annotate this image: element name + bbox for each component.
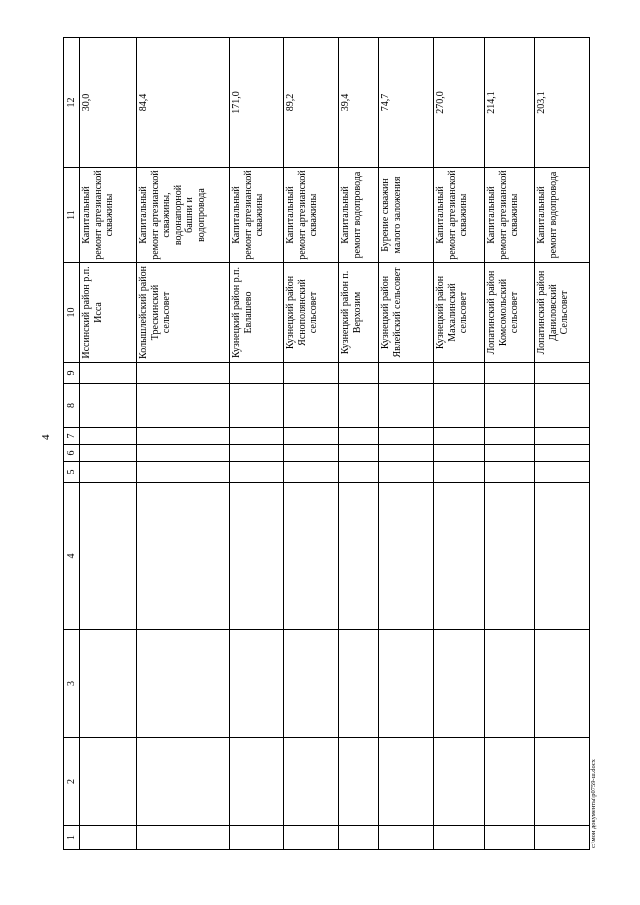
empty-cell [379,445,434,462]
empty-cell [379,483,434,630]
empty-cell [339,462,379,483]
empty-cell [379,384,434,428]
work-type-cell: Капитальный ремонт водопровода [535,168,590,263]
empty-cell [434,462,485,483]
amount-cell: 203,1 [535,38,590,168]
empty-cell [284,445,339,462]
empty-cell [137,384,230,428]
empty-cell [230,738,284,826]
work-type-cell: Капитальный ремонт водопровода [339,168,379,263]
col-header: 8 [64,384,80,428]
empty-cell [80,826,137,850]
table-row [230,38,284,850]
table-row [485,38,535,850]
col-header: 12 [64,38,80,168]
work-type-cell: Капитальный ремонт артезианской скважины [485,168,535,263]
empty-cell [80,483,137,630]
empty-cell [485,363,535,384]
empty-cell [284,630,339,738]
location-cell: Колышлейский район Трескинский сельсовет [137,263,230,363]
location-cell: Кузнецкий район п. Верхозим [339,263,379,363]
location-cell: Лопатинский район Даниловский Сельсовет [535,263,590,363]
empty-cell [339,428,379,445]
col-header: 11 [64,168,80,263]
empty-cell [485,738,535,826]
data-table [63,37,590,850]
empty-cell [434,738,485,826]
empty-cell [230,630,284,738]
location-cell: Кузнецкий район Яснополянский сельсовет [284,263,339,363]
empty-cell [485,445,535,462]
table-row [80,38,137,850]
col-header: 6 [64,445,80,462]
col-header: 2 [64,738,80,826]
empty-cell [485,483,535,630]
work-type-cell: Капитальный ремонт артезианской скважины [284,168,339,263]
empty-cell [434,630,485,738]
empty-cell [535,630,590,738]
col-header: 9 [64,363,80,384]
table-row [434,38,485,850]
table-row [339,38,379,850]
empty-cell [379,630,434,738]
work-type-cell: Капитальный ремонт артезианской скважины [230,168,284,263]
empty-cell [339,445,379,462]
empty-cell [434,483,485,630]
work-type-cell: Капитальный ремонт артезианской скважины [80,168,137,263]
empty-cell [284,826,339,850]
empty-cell [485,428,535,445]
empty-cell [230,428,284,445]
work-type-cell: Капитальный ремонт артезианской скважины [434,168,485,263]
amount-cell: 84,4 [137,38,230,168]
empty-cell [230,826,284,850]
col-header: 5 [64,462,80,483]
empty-cell [535,483,590,630]
empty-cell [284,363,339,384]
empty-cell [434,445,485,462]
empty-cell [284,462,339,483]
empty-cell [230,445,284,462]
empty-cell [379,363,434,384]
empty-cell [339,630,379,738]
empty-cell [137,428,230,445]
empty-cell [80,363,137,384]
empty-cell [379,428,434,445]
empty-cell [434,826,485,850]
empty-cell [535,384,590,428]
empty-cell [434,384,485,428]
work-type-cell: Капитальный ремонт артезианской скважины, водонапорной башни и водопровода [137,168,230,263]
empty-cell [137,826,230,850]
empty-cell [137,630,230,738]
amount-cell: 30,0 [80,38,137,168]
location-cell: Лопатинский район Комсомольский сельсовет [485,263,535,363]
location-cell: Иссинский район р.п. Исса [80,263,137,363]
empty-cell [137,445,230,462]
empty-cell [284,483,339,630]
empty-cell [535,363,590,384]
empty-cell [137,483,230,630]
table-row [284,38,339,850]
empty-cell [137,738,230,826]
col-header: 10 [64,263,80,363]
empty-cell [80,630,137,738]
empty-cell [434,428,485,445]
empty-cell [535,428,590,445]
col-header: 7 [64,428,80,445]
empty-cell [339,826,379,850]
header-row [64,38,80,850]
empty-cell [339,483,379,630]
amount-cell: 89,2 [284,38,339,168]
empty-cell [80,738,137,826]
amount-cell: 214,1 [485,38,535,168]
col-header: 3 [64,630,80,738]
empty-cell [379,826,434,850]
empty-cell [485,384,535,428]
empty-cell [230,483,284,630]
page-number: 4 [40,434,52,440]
empty-cell [230,384,284,428]
table-row [379,38,434,850]
empty-cell [379,738,434,826]
empty-cell [535,462,590,483]
empty-cell [339,363,379,384]
rotated-table-container [63,38,608,850]
empty-cell [230,363,284,384]
empty-cell [485,826,535,850]
empty-cell [284,384,339,428]
empty-cell [80,384,137,428]
amount-cell: 39,4 [339,38,379,168]
col-header: 1 [64,826,80,850]
empty-cell [535,826,590,850]
empty-cell [535,738,590,826]
empty-cell [284,428,339,445]
empty-cell [80,462,137,483]
empty-cell [485,462,535,483]
footer-file-path: c:\мои документы\р0759-ш.docx [590,759,597,848]
empty-cell [339,384,379,428]
work-type-cell: Бурение скважин малого заложения [379,168,434,263]
empty-cell [137,462,230,483]
amount-cell: 171,0 [230,38,284,168]
amount-cell: 270,0 [434,38,485,168]
amount-cell: 74,7 [379,38,434,168]
empty-cell [434,363,485,384]
empty-cell [379,462,434,483]
location-cell: Кузнецкий район Явлейский сельсовет [379,263,434,363]
empty-cell [137,363,230,384]
col-header: 4 [64,483,80,630]
location-cell: Кузнецкий район р.п. Евлашево [230,263,284,363]
empty-cell [535,445,590,462]
empty-cell [339,738,379,826]
empty-cell [80,445,137,462]
empty-cell [230,462,284,483]
table-row [535,38,590,850]
empty-cell [485,630,535,738]
table-row [137,38,230,850]
empty-cell [80,428,137,445]
empty-cell [284,738,339,826]
location-cell: Кузнецкий район Махалинский сельсовет [434,263,485,363]
